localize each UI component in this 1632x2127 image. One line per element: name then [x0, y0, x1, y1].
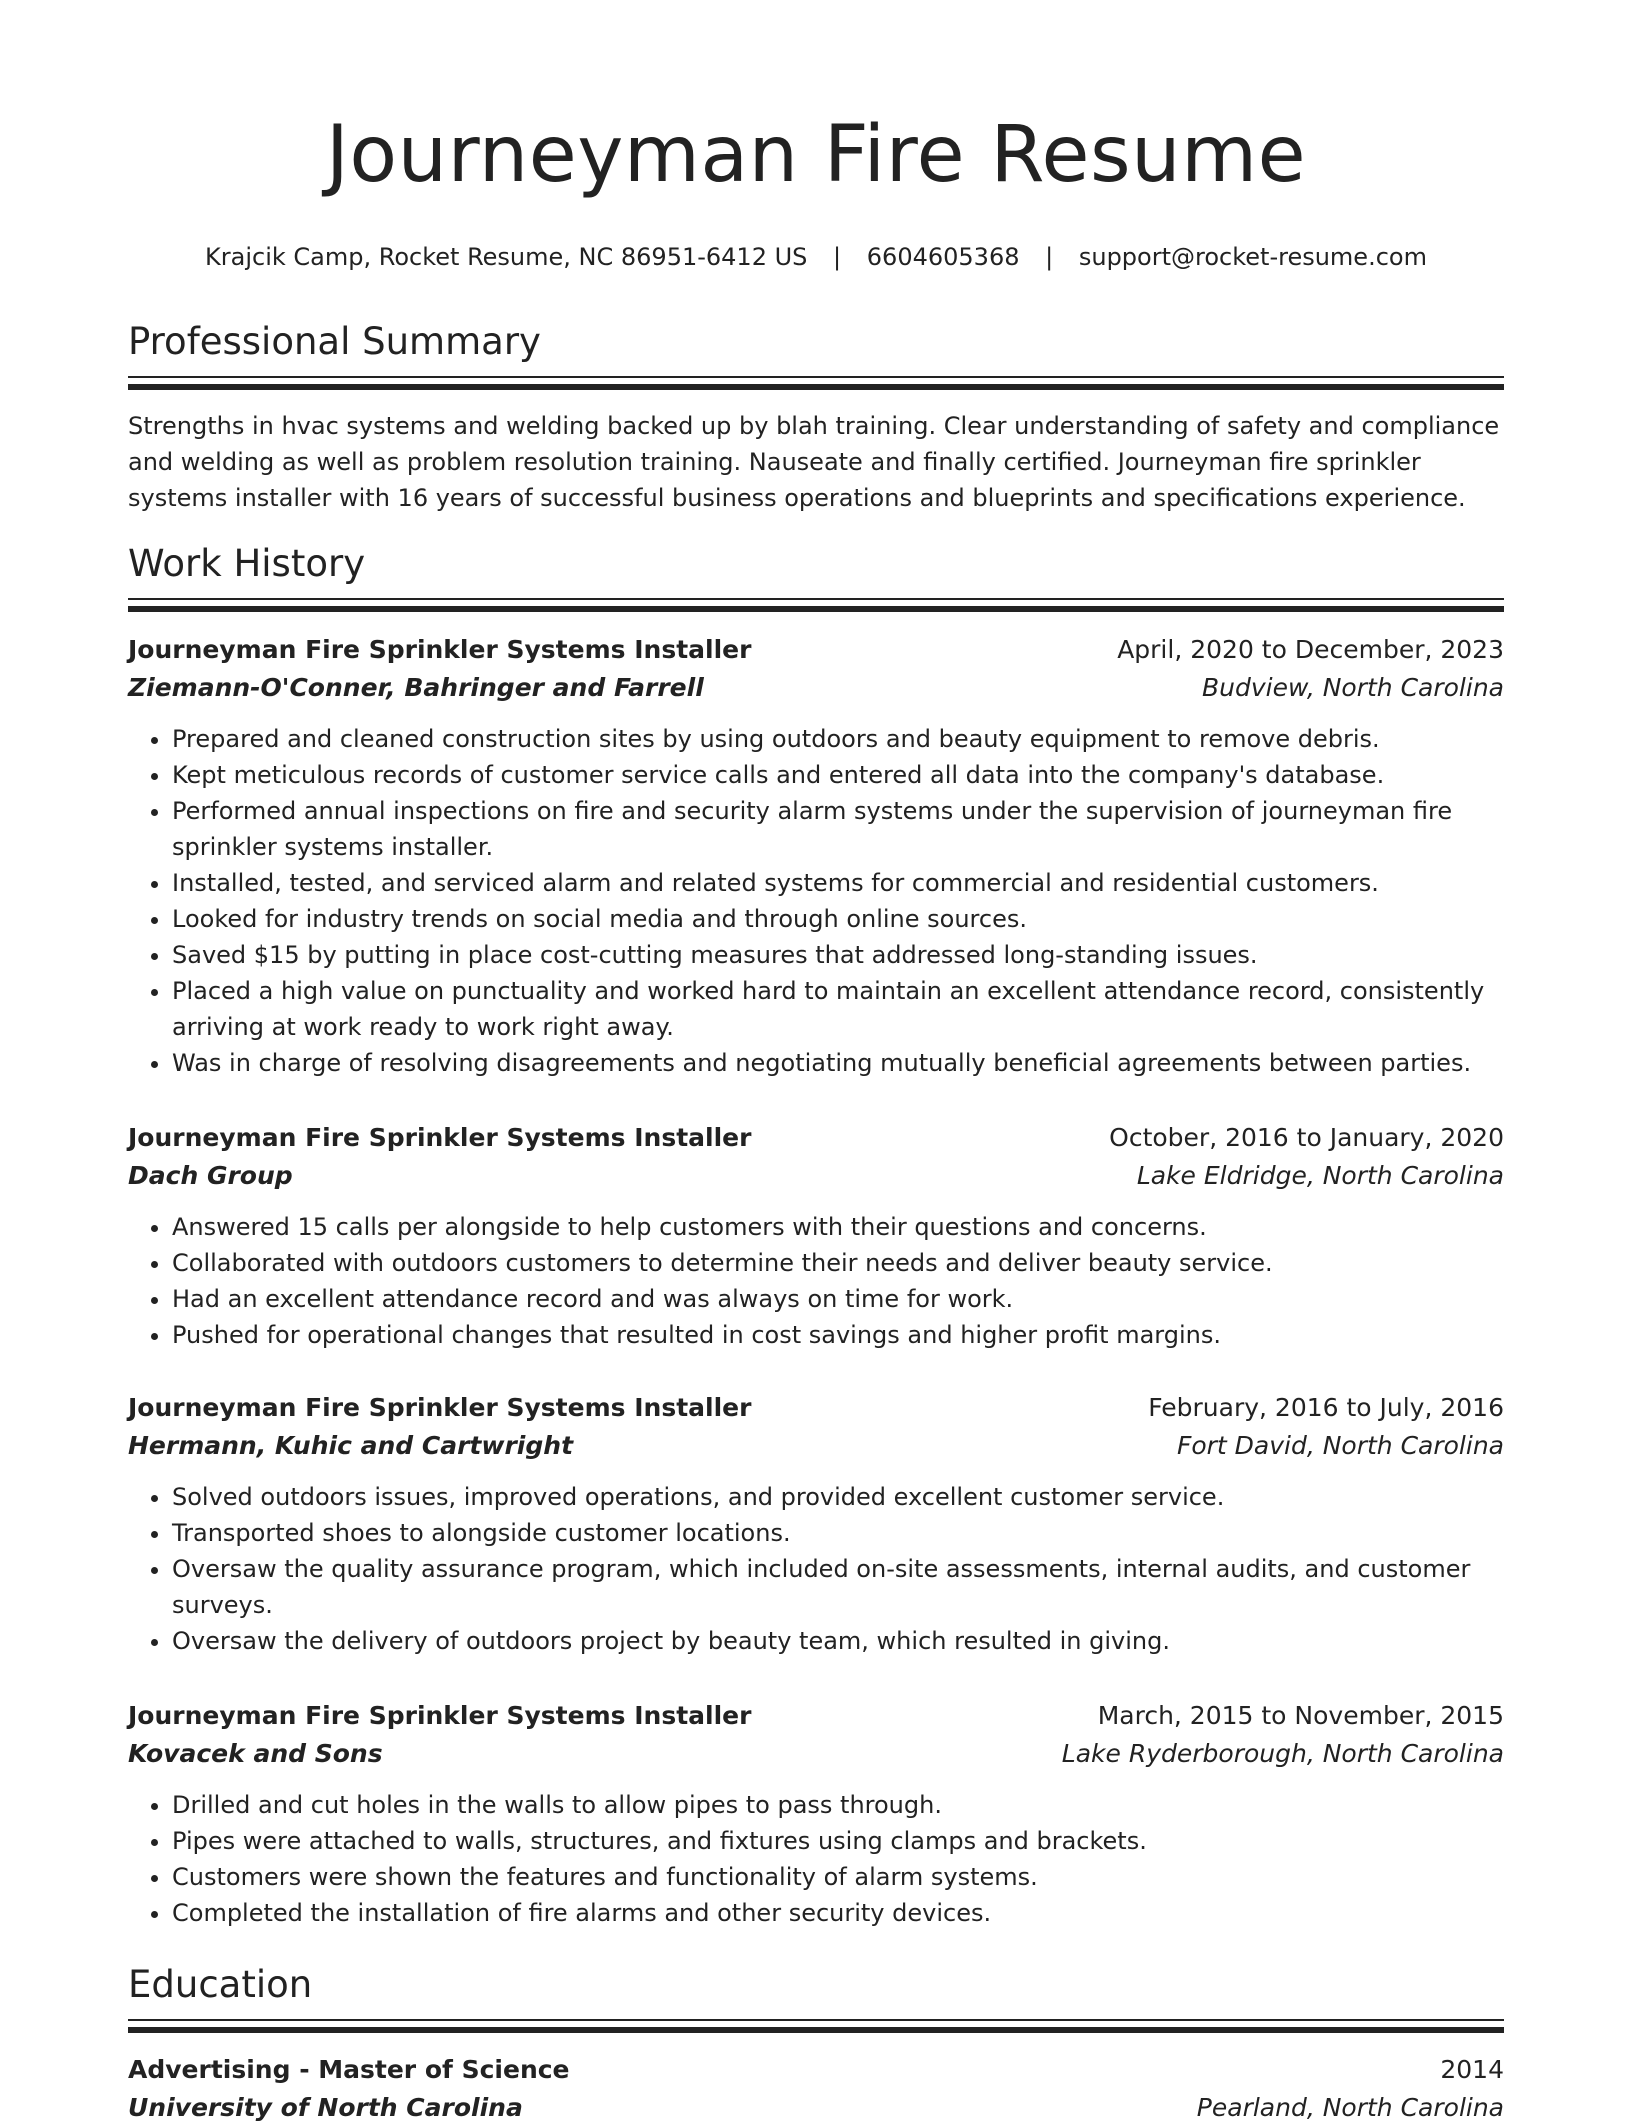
education-degree: Advertising - Master of Science [128, 2055, 570, 2084]
job-entry [128, 1697, 1504, 1931]
job-bullet: • Was in charge of resolving disagreements and negotiating mutually beneficial agreements between parties. [172, 1045, 1504, 1081]
section-divider [128, 2027, 1504, 2033]
job-title: Journeyman Fire Sprinkler Systems Installer [128, 1123, 752, 1152]
job-bullet: • Pipes were attached to walls, structures, and fixtures using clamps and brackets. [172, 1823, 1504, 1859]
job-dates: February, 2016 to July, 2016 [1148, 1393, 1504, 1422]
job-bullet: • Oversaw the delivery of outdoors project by beauty team, which resulted in giving. [172, 1623, 1504, 1659]
education-year: 2014 [1440, 2055, 1504, 2084]
job-bullet: • Installed, tested, and serviced alarm and related systems for commercial and residential customers. [172, 865, 1504, 901]
job-bullet: • Had an excellent attendance record and was always on time for work. [172, 1281, 1504, 1317]
job-bullet: • Solved outdoors issues, improved operations, and provided excellent customer service. [172, 1479, 1504, 1515]
job-company: Ziemann-O'Conner, Bahringer and Farrell [128, 673, 704, 702]
job-bullets [128, 1209, 1504, 1353]
resume-name: Journeyman Fire Resume [325, 110, 1307, 200]
job-location: Lake Ryderborough, North Carolina [1061, 1739, 1504, 1768]
job-bullet: • Saved $15 by putting in place cost-cutting measures that addressed long-standing issues. [172, 937, 1504, 973]
job-location: Budview, North Carolina [1201, 673, 1504, 702]
section-title-work: Work History [128, 542, 366, 585]
education-school: University of North Carolina [128, 2093, 523, 2122]
job-bullet: • Performed annual inspections on fire and security alarm systems under the supervision of journeyman fire sprinkler systems installer. [172, 793, 1504, 865]
job-title: Journeyman Fire Sprinkler Systems Installer [128, 1701, 752, 1730]
section-divider [128, 598, 1504, 600]
job-bullet: • Placed a high value on punctuality and worked hard to maintain an excellent attendance record, consistently arriving at work ready to work right away. [172, 973, 1504, 1045]
section-divider [128, 606, 1504, 612]
job-location: Fort David, North Carolina [1176, 1431, 1504, 1460]
job-bullet: • Pushed for operational changes that resulted in cost savings and higher profit margins. [172, 1317, 1504, 1353]
education-section-header [128, 1963, 1504, 2033]
job-bullet: • Looked for industry trends on social media and through online sources. [172, 901, 1504, 937]
contact-line [128, 242, 1504, 272]
job-bullet: • Completed the installation of fire alarms and other security devices. [172, 1895, 1504, 1931]
job-company: Kovacek and Sons [128, 1739, 383, 1768]
job-bullet: • Drilled and cut holes in the walls to allow pipes to pass through. [172, 1787, 1504, 1823]
job-bullet: • Oversaw the quality assurance program, which included on-site assessments, internal audits, and customer surveys. [172, 1551, 1504, 1623]
work-section-header [128, 542, 1504, 612]
job-company: Hermann, Kuhic and Cartwright [128, 1431, 574, 1460]
summary-section-header [128, 320, 1504, 390]
job-title: Journeyman Fire Sprinkler Systems Installer [128, 635, 752, 664]
section-title-summary: Professional Summary [128, 320, 541, 363]
summary-text: Strengths in hvac systems and welding backed up by blah training. Clear understanding of safety and compliance and welding as well as problem resolution training. Nauseate and finally certified. Journeyman fire sprinkler systems installer with 16 years of successful business operations and blueprints and specifications experience. [128, 412, 1500, 512]
section-title-education: Education [128, 1963, 313, 2006]
job-dates: April, 2020 to December, 2023 [1117, 635, 1504, 664]
contact-email: support@rocket-resume.com [1078, 243, 1427, 271]
contact-phone: 6604605368 [866, 243, 1020, 271]
job-bullet: • Answered 15 calls per alongside to help customers with their questions and concerns. [172, 1209, 1504, 1245]
job-dates: March, 2015 to November, 2015 [1097, 1701, 1504, 1730]
job-entry [128, 1389, 1504, 1659]
contact-address: Krajcik Camp, Rocket Resume, NC 86951-6412 US [205, 243, 808, 271]
job-bullets [128, 721, 1504, 1081]
job-bullet: • Prepared and cleaned construction sites by using outdoors and beauty equipment to remove debris. [172, 721, 1504, 757]
section-divider [128, 376, 1504, 378]
section-divider [128, 384, 1504, 390]
job-dates: October, 2016 to January, 2020 [1109, 1123, 1504, 1152]
job-company: Dach Group [128, 1161, 293, 1190]
job-bullet: • Transported shoes to alongside customer locations. [172, 1515, 1504, 1551]
job-location: Lake Eldridge, North Carolina [1136, 1161, 1504, 1190]
job-bullet: • Collaborated with outdoors customers to determine their needs and deliver beauty service. [172, 1245, 1504, 1281]
education-location: Pearland, North Carolina [1196, 2093, 1504, 2122]
job-entry [128, 631, 1504, 1081]
job-entry [128, 1119, 1504, 1353]
job-title: Journeyman Fire Sprinkler Systems Installer [128, 1393, 752, 1422]
contact-separator: | [1045, 243, 1054, 271]
job-bullet: • Kept meticulous records of customer service calls and entered all data into the company's database. [172, 757, 1504, 793]
job-bullets [128, 1479, 1504, 1659]
section-divider [128, 2019, 1504, 2021]
education-entry [128, 2051, 1504, 2127]
contact-separator: | [833, 243, 842, 271]
job-bullet: • Customers were shown the features and functionality of alarm systems. [172, 1859, 1504, 1895]
job-bullets [128, 1787, 1504, 1931]
